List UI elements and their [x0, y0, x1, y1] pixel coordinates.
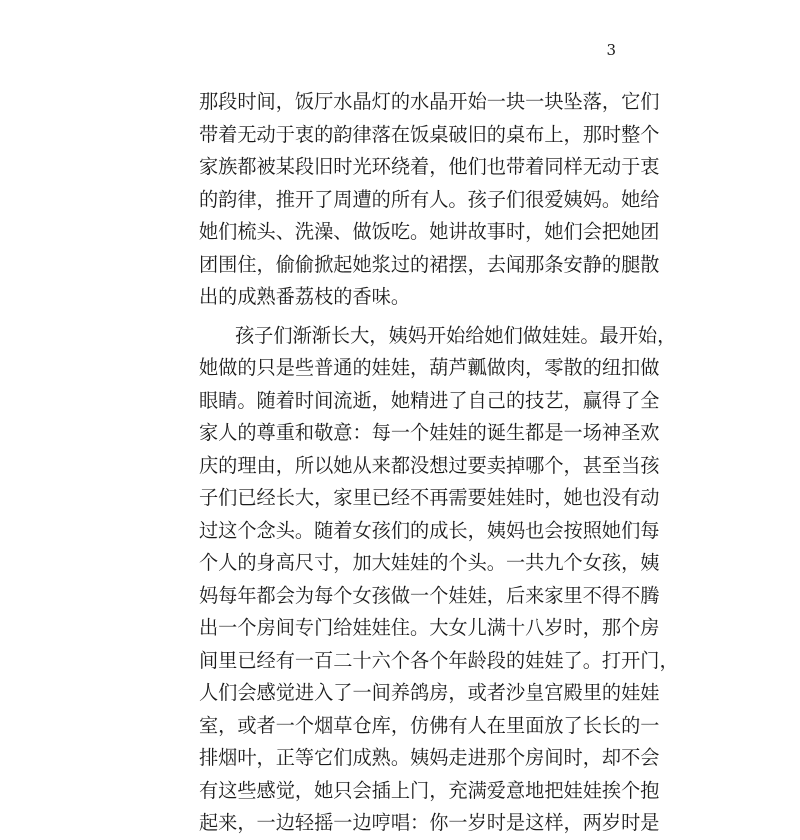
paragraph-1	[199, 86, 660, 314]
text-line: 庆的理由，所以她从来都没想过要卖掉哪个，甚至当孩	[199, 453, 660, 477]
page-number: 3	[606, 41, 616, 59]
text-line: 家族都被某段旧时光环绕着，他们也带着同样无动于衷	[199, 155, 660, 178]
text-line: 有这些感觉，她只会插上门，充满爱意地把娃娃挨个抱	[199, 778, 660, 802]
text-line: 室，或者一个烟草仓库，仿佛有人在里面放了长长的一	[199, 713, 660, 737]
text-line: 人们会感觉进入了一间养鸽房，或者沙皇宫殿里的娃娃	[199, 681, 660, 704]
text-line: 出一个房间专门给娃娃住。大女儿满十八岁时，那个房	[199, 616, 660, 639]
text-line: 起来，一边轻摇一边哼唱：你一岁时是这样，两岁时是	[199, 811, 660, 834]
text-line: 那段时间，饭厅水晶灯的水晶开始一块一块坠落，它们	[199, 90, 660, 113]
text-line: 妈每年都会为每个女孩做一个娃娃，后来家里不得不腾	[199, 583, 660, 607]
text-line: 团围住，偷偷掀起她浆过的裙摆，去闻那条安静的腿散	[199, 252, 660, 276]
text-line: 她做的只是些普通的娃娃，葫芦瓤做肉，零散的纽扣做	[199, 356, 660, 379]
text-line: 眼睛。随着时间流逝，她精进了自己的技艺，赢得了全	[199, 388, 660, 412]
text-line: 排烟叶，正等它们成熟。姨妈走进那个房间时，却不会	[199, 746, 660, 769]
text-line: 子们已经长大，家里已经不再需要娃娃时，她也没有动	[199, 486, 660, 509]
text-line: 她们梳头、洗澡、做饭吃。她讲故事时，她们会把她团	[199, 220, 660, 243]
text-line: 家人的尊重和敬意：每一个娃娃的诞生都是一场神圣欢	[199, 421, 660, 444]
paragraph-2	[199, 320, 679, 840]
text-line: 出的成熟番荔枝的香味。	[199, 285, 411, 308]
text-line: 间里已经有一百二十六个各个年龄段的娃娃了。打开门，	[199, 648, 679, 672]
text-line: 孩子们渐渐长大，姨妈开始给她们做娃娃。最开始，	[235, 323, 677, 347]
text-line: 的韵律，推开了周遭的所有人。孩子们很爱姨妈。她给	[199, 187, 660, 211]
text-body	[199, 86, 679, 840]
text-line: 带着无动于衷的韵律落在饭桌破旧的桌布上，那时整个	[199, 122, 660, 146]
text-line: 个人的身高尺寸，加大娃娃的个头。一共九个女孩，姨	[199, 551, 660, 574]
text-line: 过这个念头。随着女孩们的成长，姨妈也会按照她们每	[199, 518, 660, 542]
